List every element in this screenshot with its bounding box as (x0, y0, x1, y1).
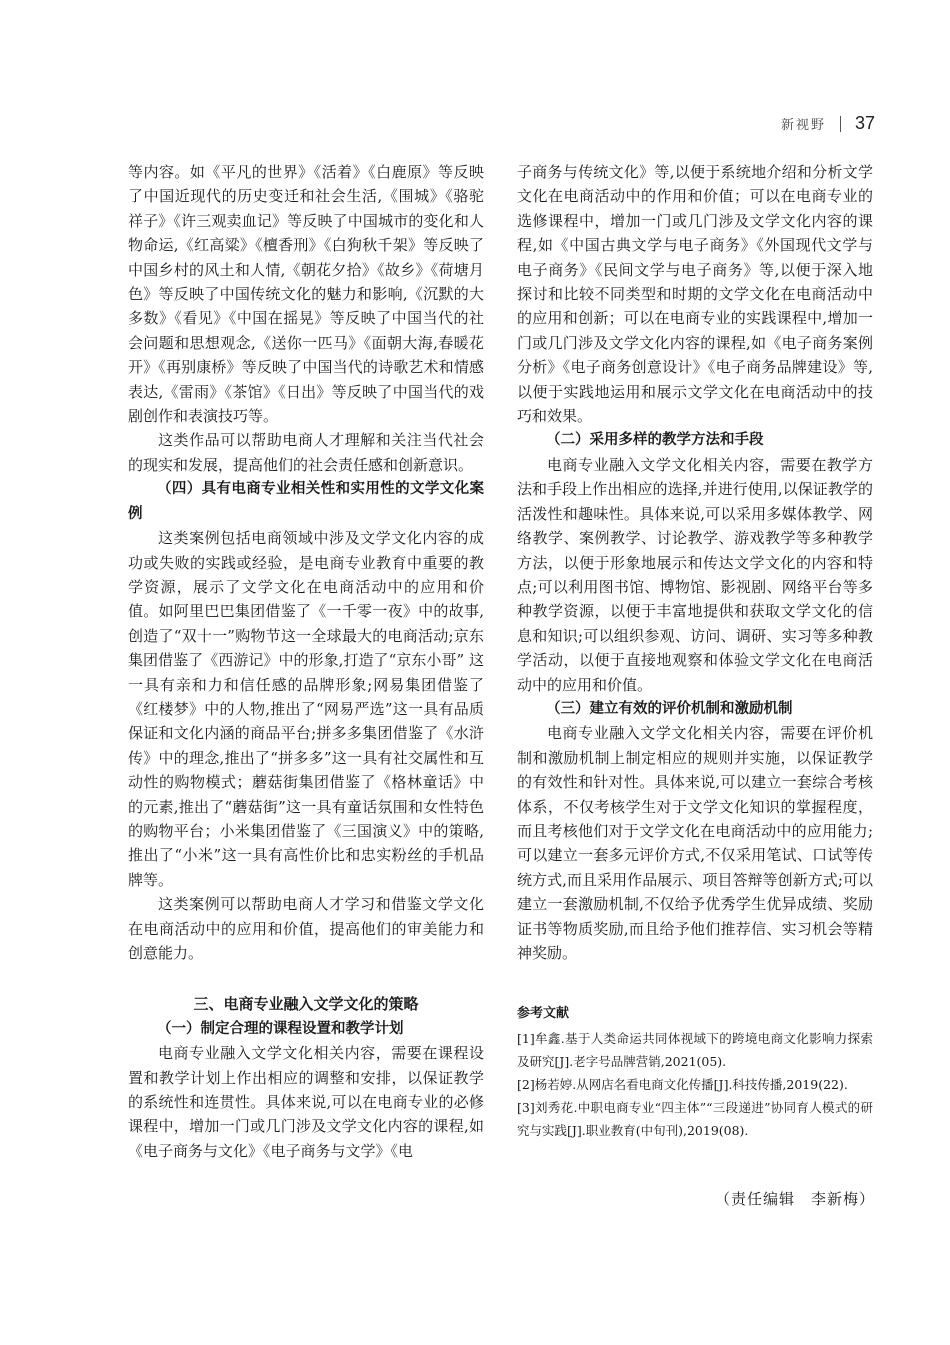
right-paragraph-1: 子商务与传统文化》等,以便于系统地介绍和分析文学文化在电商活动中的作用和价值；可以在电商专业的选修课程中，增加一门或几门涉及文学文化内容的课程,如《中国古典文学与电子商务》《外国现代文学与电子商务》《民间文学与电子商务》等,以便于深入地探讨和比较不同类型和时期的文学文化在电商活动中的应用和创新；可以在电商专业的实践课程中,增加一门或几门涉及文学文化内容的课程,如《电子商务案例分析》《电子商务创意设计》《电子商务品牌建设》等,以便于实践地运用和展示文学文化在电商活动中的技巧和效果。 (517, 163, 873, 426)
reference-item: [1]牟鑫.基于人类命运共同体视域下的跨境电商文化影响力探索及研究[J].老字号品牌营销,2021(05). (517, 1031, 873, 1069)
heading-subsection-two: （二）采用多样的教学方法和手段 (546, 432, 764, 449)
heading-subsection-three: （三）建立有效的评价机制和激励机制 (546, 700, 793, 717)
right-paragraph-2: 电商专业融入文学文化相关内容，需要在教学方法和手段上作出相应的选择,并进行使用,以保证教学的活泼性和趣味性。具体来说,可以采用多媒体教学、网络教学、案例教学、讨论教学、游戏教学等多种教学方法，以便于形象地展示和传达文学文化的内容和特点;可以利用图书馆、博物馆、影视剧、网络平台等多种教学资源，以便于丰富地提供和获取文学文化的信息和知识;可以组织参观、访问、调研、实习等多种教学活动，以便于直接地观察和体验文学文化在电商活动中的应用和价值。 (517, 455, 873, 694)
right-paragraph-3: 电商专业融入文学文化相关内容，需要在评价机制和激励机制上制定相应的规则并实施，以保证教学的有效性和针对性。具体来说,可以建立一套综合考核体系，不仅考核学生对于文学文化知识的掌握程度，而且考核他们对于文学文化在电商活动中的应用能力;可以建立一套多元评价方式,不仅采用笔试、口试等传统方式,而且采用作品展示、项目答辩等创新方式;可以建立一套激励机制,不仅给予优秀学生优异成绩、奖励证书等物质奖励,而且给予他们推荐信、实习机会等精神奖励。 (517, 724, 873, 962)
right-column (517, 160, 873, 965)
reference-item: [2]杨若婷.从网店名看电商文化传播[J].科技传播,2019(22). (517, 1077, 848, 1092)
journal-name: 新视野 (780, 118, 826, 133)
reference-item: [3]刘秀花.中职电商专业“四主体”“三段递进”协同育人模式的研究与实践[J].职业教育(中旬刊),2019(08). (517, 1100, 873, 1138)
heading-subsection-one: （一）制定合理的课程设置和教学计划 (157, 1020, 404, 1037)
heading-strategies: 三、电商专业融入文学文化的策略 (193, 995, 419, 1014)
page-header (781, 113, 875, 134)
page-number: 37 (854, 113, 875, 133)
left-paragraph-4: 这类案例可以帮助电商人才学习和借鉴文学文化在电商活动中的应用和价值，提高他们的审美能力和创意能力。 (128, 895, 484, 962)
header-divider (840, 116, 841, 132)
left-paragraph-3: 这类案例包括电商领域中涉及文学文化内容的成功或失败的实践或经验，是电商专业教育中重要的教学资源，展示了文学文化在电商活动中的应用和价值。如阿里巴巴集团借鉴了《一千零一夜》中的故事,创造了“双十一”购物节这一全球最大的电商活动;京东集团借鉴了《西游记》中的形象,打造了“京东小哥” 这一具有亲和力和信任感的品牌形象;网易集团借鉴了《红楼梦》中的人物,推出了“网易严选”这一具有品质保证和文化内涵的商品平台;拼多多集团借鉴了《水浒传》中的理念,推出了“拼多多”这一具有社交属性和互动性的购物模式；蘑菇街集团借鉴了《格林童话》中的元素,推出了“蘑菇街”这一具有童话氛围和女性特色的购物平台；小米集团借鉴了《三国演义》中的策略,推出了“小米”这一具有高性价比和忠实粉丝的手机品牌等。 (128, 529, 484, 889)
left-paragraph-1: 等内容。如《平凡的世界》《活着》《白鹿原》等反映了中国近现代的历史变迁和社会生活,《围城》《骆驼祥子》《许三观卖血记》等反映了中国城市的变化和人物命运,《红高粱》《檀香刑》《白狗秋千架》等反映了中国乡村的风土和人情,《朝花夕拾》《故乡》《荷塘月色》等反映了中国传统文化的魅力和影响,《沉默的大多数》《看见》《中国在摇晃》等反映了中国当代的社会问题和思想观念,《送你一匹马》《面朝大海,春暖花开》《再别康桥》等反映了中国当代的诗歌艺术和情感表达,《雷雨》《茶馆》《日出》等反映了中国当代的戏剧创作和表演技巧等。 (128, 163, 484, 426)
heading-section-four: （四）具有电商专业相关性和实用性的文学文化案例 (128, 481, 484, 522)
left-paragraph-5: 电商专业融入文学文化相关内容，需要在课程设置和教学计划上作出相应的调整和安排，以保证教学的系统性和连贯性。具体来说,可以在电商专业的必修课程中，增加一门或几门涉及文学文化内容的课程,如《电子商务与文化》《电子商务与文学》《电 (128, 1044, 484, 1160)
left-column (128, 160, 484, 1163)
references (517, 1002, 873, 1142)
responsible-editor: （责任编辑 李新梅） (714, 1190, 875, 1208)
references-title: 参考文献 (517, 1006, 570, 1021)
left-paragraph-2: 这类作品可以帮助电商人才理解和关注当代社会的现实和发展，提高他们的社会责任感和创新意识。 (128, 431, 484, 474)
